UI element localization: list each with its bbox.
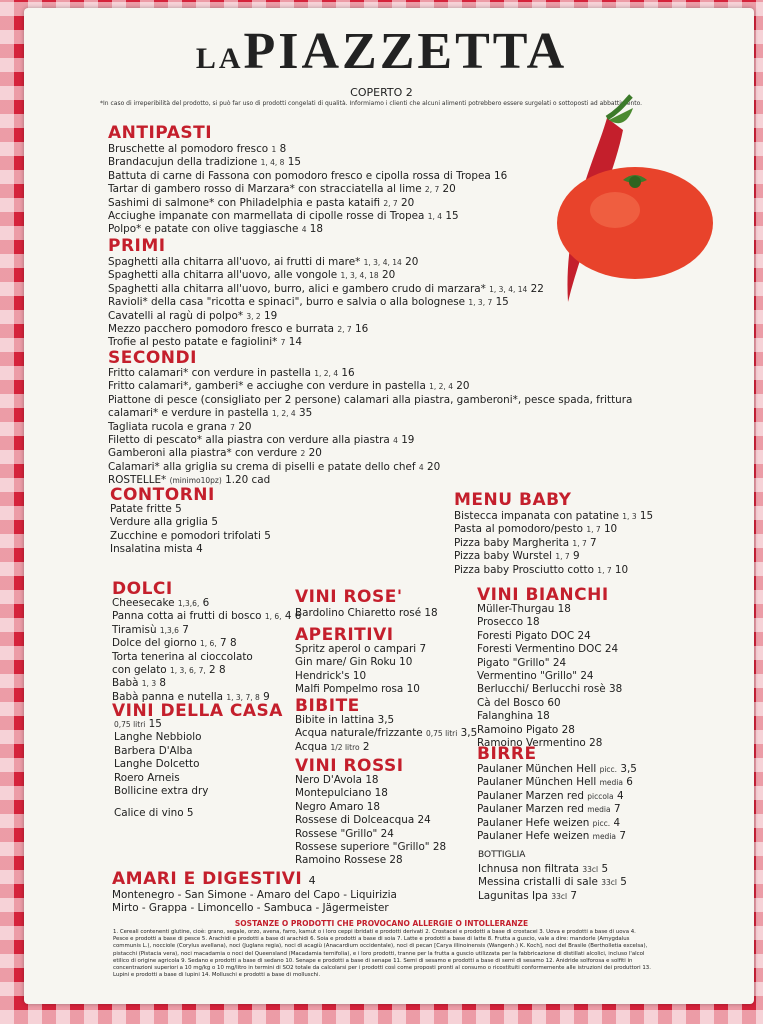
menu-item: Piattone di pesce (consigliato per 2 persone) calamari alla piastra, gamberoni*, pesce spada, frittura <box>108 393 633 406</box>
menu-item: Falanghina 18 <box>477 710 550 723</box>
section-primi-title: PRIMI <box>108 236 166 256</box>
menu-item: Negro Amaro 18 <box>295 800 381 813</box>
amari-price: 4 <box>308 874 317 887</box>
menu-item: Fritto calamari*, gamberi* e acciughe con verdure in pastella 1, 2, 4 20 <box>108 380 470 393</box>
menu-item: Tagliata rucola e grana 7 20 <box>108 420 252 433</box>
menu-item: Spritz aperol o campari 7 <box>295 643 427 655</box>
logo-name: PIAZZETTA <box>243 23 568 80</box>
menu-item: Tiramisù 1,3,6 7 <box>112 623 189 636</box>
menu-item: Bollicine extra dry <box>114 784 209 797</box>
menu-item: Ramoino Vermentino 28 <box>477 736 603 749</box>
menu-item: Dolce del giorno 1, 6, 7 8 <box>112 637 237 650</box>
menu-item: Verdure alla griglia 5 <box>110 516 218 529</box>
menu-item: Fritto calamari* con verdure in pastella 1, 2, 4 16 <box>108 367 355 379</box>
menu-item: Rossese "Grillo" 24 <box>295 827 394 840</box>
section-amari-title: AMARI E DIGESTIVI 4 <box>112 869 317 889</box>
menu-item: Paulaner München Hell media 6 <box>477 776 633 789</box>
bibite-list <box>295 714 477 754</box>
menu-item: Polpo* e patate con olive taggiasche 4 18 <box>108 223 324 236</box>
menu-item: Montepulciano 18 <box>295 787 388 800</box>
dolci-list <box>112 597 301 704</box>
menu-item: Acqua naturale/frizzante 0,75 litri 3,5 <box>295 727 478 740</box>
section-vini-rose-title: VINI ROSE' <box>295 587 403 607</box>
menu-item: Ramoino Rossese 28 <box>295 854 403 867</box>
menu-item: Filetto di pescato* alla piastra con verdure alla piastra 4 19 <box>108 433 415 446</box>
menu-item: Prosecco 18 <box>477 616 540 629</box>
menu-item: Brandacujun della tradizione 1, 4, 8 15 <box>108 156 301 169</box>
menu-item: Babà panna e nutella 1, 3, 7, 8 9 <box>112 690 270 703</box>
menu-item: Müller-Thurgau 18 <box>477 603 571 615</box>
menu-item: Langhe Dolcetto <box>114 758 200 771</box>
menu-item: Mezzo pacchero pomodoro fresco e burrata 2, 7 16 <box>108 322 369 335</box>
menu-item: Babà 1, 3 8 <box>112 677 167 690</box>
logo-la: LA <box>195 42 244 75</box>
menu-item: Bruschette al pomodoro fresco 1 8 <box>108 143 287 155</box>
menu-item: Spaghetti alla chitarra all'uovo, alle vongole 1, 3, 4, 18 20 <box>108 269 396 282</box>
menu-item: Cheesecake 1,3,6, 6 <box>112 597 210 609</box>
menu-item: Trofie al pesto patate e fagiolini* 7 14 <box>108 336 302 349</box>
menu-item: Foresti Vermentino DOC 24 <box>477 643 619 656</box>
section-vini-rossi-title: VINI ROSSI <box>295 756 404 776</box>
restaurant-logo <box>0 22 763 81</box>
amari-line: Mirto - Grappa - Limoncello - Sambuca - Jägermeister <box>112 902 389 915</box>
vini-rossi-list <box>295 774 446 868</box>
section-dolci-title: DOLCI <box>112 579 173 599</box>
menu-item: Pasta al pomodoro/pesto 1, 7 10 <box>454 523 618 536</box>
menu-item: Paulaner Hefe weizen picc. 4 <box>477 816 621 829</box>
allergens-title: SOSTANZE O PRODOTTI CHE PROVOCANO ALLERGIE O INTOLLERANZE <box>234 919 529 928</box>
menu-baby-list <box>454 510 653 577</box>
menu-item: Langhe Nebbiolo <box>114 731 202 744</box>
menu-item: Barbera D'Alba <box>114 744 193 757</box>
menu-item: Patate fritte 5 <box>110 503 182 515</box>
menu-item: 0,75 litri 15 <box>114 718 162 730</box>
antipasti-list <box>108 143 507 237</box>
menu-item: Bistecca impanata con patatine 1, 3 15 <box>454 510 654 522</box>
menu-item: Ravioli* della casa "ricotta e spinaci", burro e salvia o alla bolognese 1, 3, 7 15 <box>108 296 509 309</box>
menu-item: Paulaner Marzen red media 7 <box>477 803 621 816</box>
menu-item: Paulaner Marzen red piccola 4 <box>477 789 624 802</box>
menu-item: Rossese superiore "Grillo" 28 <box>295 840 447 853</box>
section-vini-casa-title: VINI DELLA CASA <box>112 701 283 721</box>
chili-tomato-illustration <box>535 90 720 310</box>
vini-bianchi-list <box>477 603 622 750</box>
menu-item: Roero Arneis <box>114 771 180 784</box>
secondi-list <box>108 367 632 488</box>
amari-line: Montenegro - San Simone - Amaro del Capo - Liquirizia <box>112 889 397 901</box>
menu-item: Battuta di carne di Fassona con pomodoro fresco e cipolla rossa di Tropea 16 <box>108 169 508 182</box>
section-antipasti-title: ANTIPASTI <box>108 123 213 143</box>
menu-item: Pigato "Grillo" 24 <box>477 656 567 669</box>
menu-item: Gamberoni alla piastra* con verdure 2 20 <box>108 447 322 460</box>
menu-item: Insalatina mista 4 <box>110 543 203 556</box>
calice-item: Calice di vino 5 <box>114 807 194 820</box>
bottiglia-list <box>478 863 627 903</box>
menu-item: Malfi Pompelmo rosa 10 <box>295 683 420 696</box>
section-menu-baby-title: MENU BABY <box>454 490 572 510</box>
menu-item: Cavatelli al ragù di polpo* 3, 2 19 <box>108 309 278 322</box>
birre-list <box>477 763 637 843</box>
menu-item: Spaghetti alla chitarra all'uovo, burro, alici e gambero crudo di marzara* 1, 3, 4, 14 22 <box>108 282 544 295</box>
menu-item: Cà del Bosco 60 <box>477 696 561 709</box>
menu-item: Vermentino "Grillo" 24 <box>477 669 594 682</box>
menu-item: Acciughe impanate con marmellata di cipolle rosse di Tropea 1, 4 15 <box>108 209 459 222</box>
menu-item: Spaghetti alla chitarra all'uovo, ai frutti di mare* 1, 3, 4, 14 20 <box>108 256 419 268</box>
vini-casa-list <box>114 718 208 821</box>
menu-item: Zucchine e pomodori trifolati 5 <box>110 529 271 542</box>
menu-item: Panna cotta ai frutti di bosco 1, 6, 4 6 <box>112 610 302 623</box>
menu-item: Paulaner Hefe weizen media 7 <box>477 829 626 842</box>
section-secondi-title: SECONDI <box>108 348 197 368</box>
menu-item: Messina cristalli di sale 33cl 5 <box>478 876 627 889</box>
menu-item: Gin mare/ Gin Roku 10 <box>295 656 413 669</box>
frozen-disclaimer: *In caso di irreperibilità del prodotto, si può far uso di prodotti congelati di qualità. Informiamo i clienti che alcuni alimenti potrebbero essere surgelati o sottoposti ad abbattimento. <box>100 100 643 107</box>
amari-list <box>112 889 397 916</box>
menu-item: Pizza baby Prosciutto cotto 1, 7 10 <box>454 563 629 576</box>
menu-item: con gelato 1, 3, 6, 7, 2 8 <box>112 663 226 676</box>
menu-item: Bibite in lattina 3,5 <box>295 714 395 726</box>
menu-item: Ichnusa non filtrata 33cl 5 <box>478 863 609 875</box>
menu-item: Pizza baby Margherita 1, 7 7 <box>454 536 597 549</box>
section-bibite-title: BIBITE <box>295 696 360 716</box>
menu-item: Nero D'Avola 18 <box>295 774 379 786</box>
section-aperitivi-title: APERITIVI <box>295 625 394 645</box>
menu-item: Paulaner München Hell picc. 3,5 <box>477 763 637 775</box>
menu-item: Sashimi di salmone* con Philadelphia e pasta kataifi 2, 7 20 <box>108 196 415 209</box>
section-contorni-title: CONTORNI <box>110 485 215 505</box>
menu-item: ROSTELLE* (minimo10pz) 1.20 cad <box>108 474 271 487</box>
contorni-list <box>110 503 271 557</box>
menu-item: Torta tenerina al cioccolato <box>112 650 253 663</box>
menu-item: Calamari* alla griglia su crema di piselli e patate dello chef 4 20 <box>108 460 441 473</box>
coperto-label: COPERTO 2 <box>350 86 413 99</box>
menu-item: Ramoino Pigato 28 <box>477 723 575 736</box>
vini-rose-list <box>295 607 438 620</box>
menu-item: Lagunitas Ipa 33cl 7 <box>478 889 578 902</box>
aperitivi-list <box>295 643 426 697</box>
menu-item: calamari* e verdure in pastella 1, 2, 4 35 <box>108 407 313 420</box>
menu-item: Tartar di gambero rosso di Marzara* con stracciatella al lime 2, 7 20 <box>108 183 456 196</box>
allergens-text: 1. Cereali contenenti glutine, cioè: grano, segale, orzo, avena, farro, kamut o i loro ceppi ibridati e prodotti derivati 2. Crostacei e prodotti a base di crostacei 3. Uova e prodotti a base di uova 4. Pesce e prodotti a base di pesce 5. Arachidi e prodotti a base di arachidi 6. Soia e prodotti a base di soia 7. Latte e prodotti a base di latte 8. Frutta a guscio, vale a dire: mandorle (Amygdalus communis L.), nocciole (Corylus avellana), noci (Juglans regia), noci di acagiù (Anacardium occidentale), noci di pecan [Carya illinoinensis (Wangenh.) K. Koch], noci del Brasile (Bertholletia excelsa), pistacchi (Pistacia vera), noci macadamia o noci del Queensland (Macadamia ternifolia), e i loro prodotti, tranne per la frutta a guscio utilizzata per la fabbricazione di distillati alcolici, incluso l'alcol etilico di origine agricola 9. Sedano e prodotti a base di sedano 10. Senape e prodotti a base di senape 11. Semi di sesamo e prodotti a base di semi di sesamo 12. Anidride solforosa e solfiti in concentrazioni superiori a 10 mg/kg o 10 mg/litro in termini di SO2 totale da calcolarsi per i prodotti così come proposti pronti al consumo o ricostituiti conformemente alle istruzioni dei produttori 13. Lupini e prodotti a base di lupini 14. Molluschi e prodotti a base di molluschi. <box>113 929 651 979</box>
menu-item: Bardolino Chiaretto rosé 18 <box>295 607 438 619</box>
menu-item: Berlucchi/ Berlucchi rosè 38 <box>477 683 623 696</box>
bottiglia-heading: BOTTIGLIA <box>478 850 526 860</box>
section-vini-bianchi-title: VINI BIANCHI <box>477 585 609 605</box>
primi-list <box>108 256 544 350</box>
section-birre-title: BIRRE <box>477 744 537 764</box>
menu-item: Rossese di Dolceacqua 24 <box>295 814 431 827</box>
menu-item: Hendrick's 10 <box>295 669 367 682</box>
menu-item: Foresti Pigato DOC 24 <box>477 629 591 642</box>
menu-item: Acqua 1/2 litro 2 <box>295 740 370 753</box>
menu-item: Pizza baby Wurstel 1, 7 9 <box>454 550 580 563</box>
